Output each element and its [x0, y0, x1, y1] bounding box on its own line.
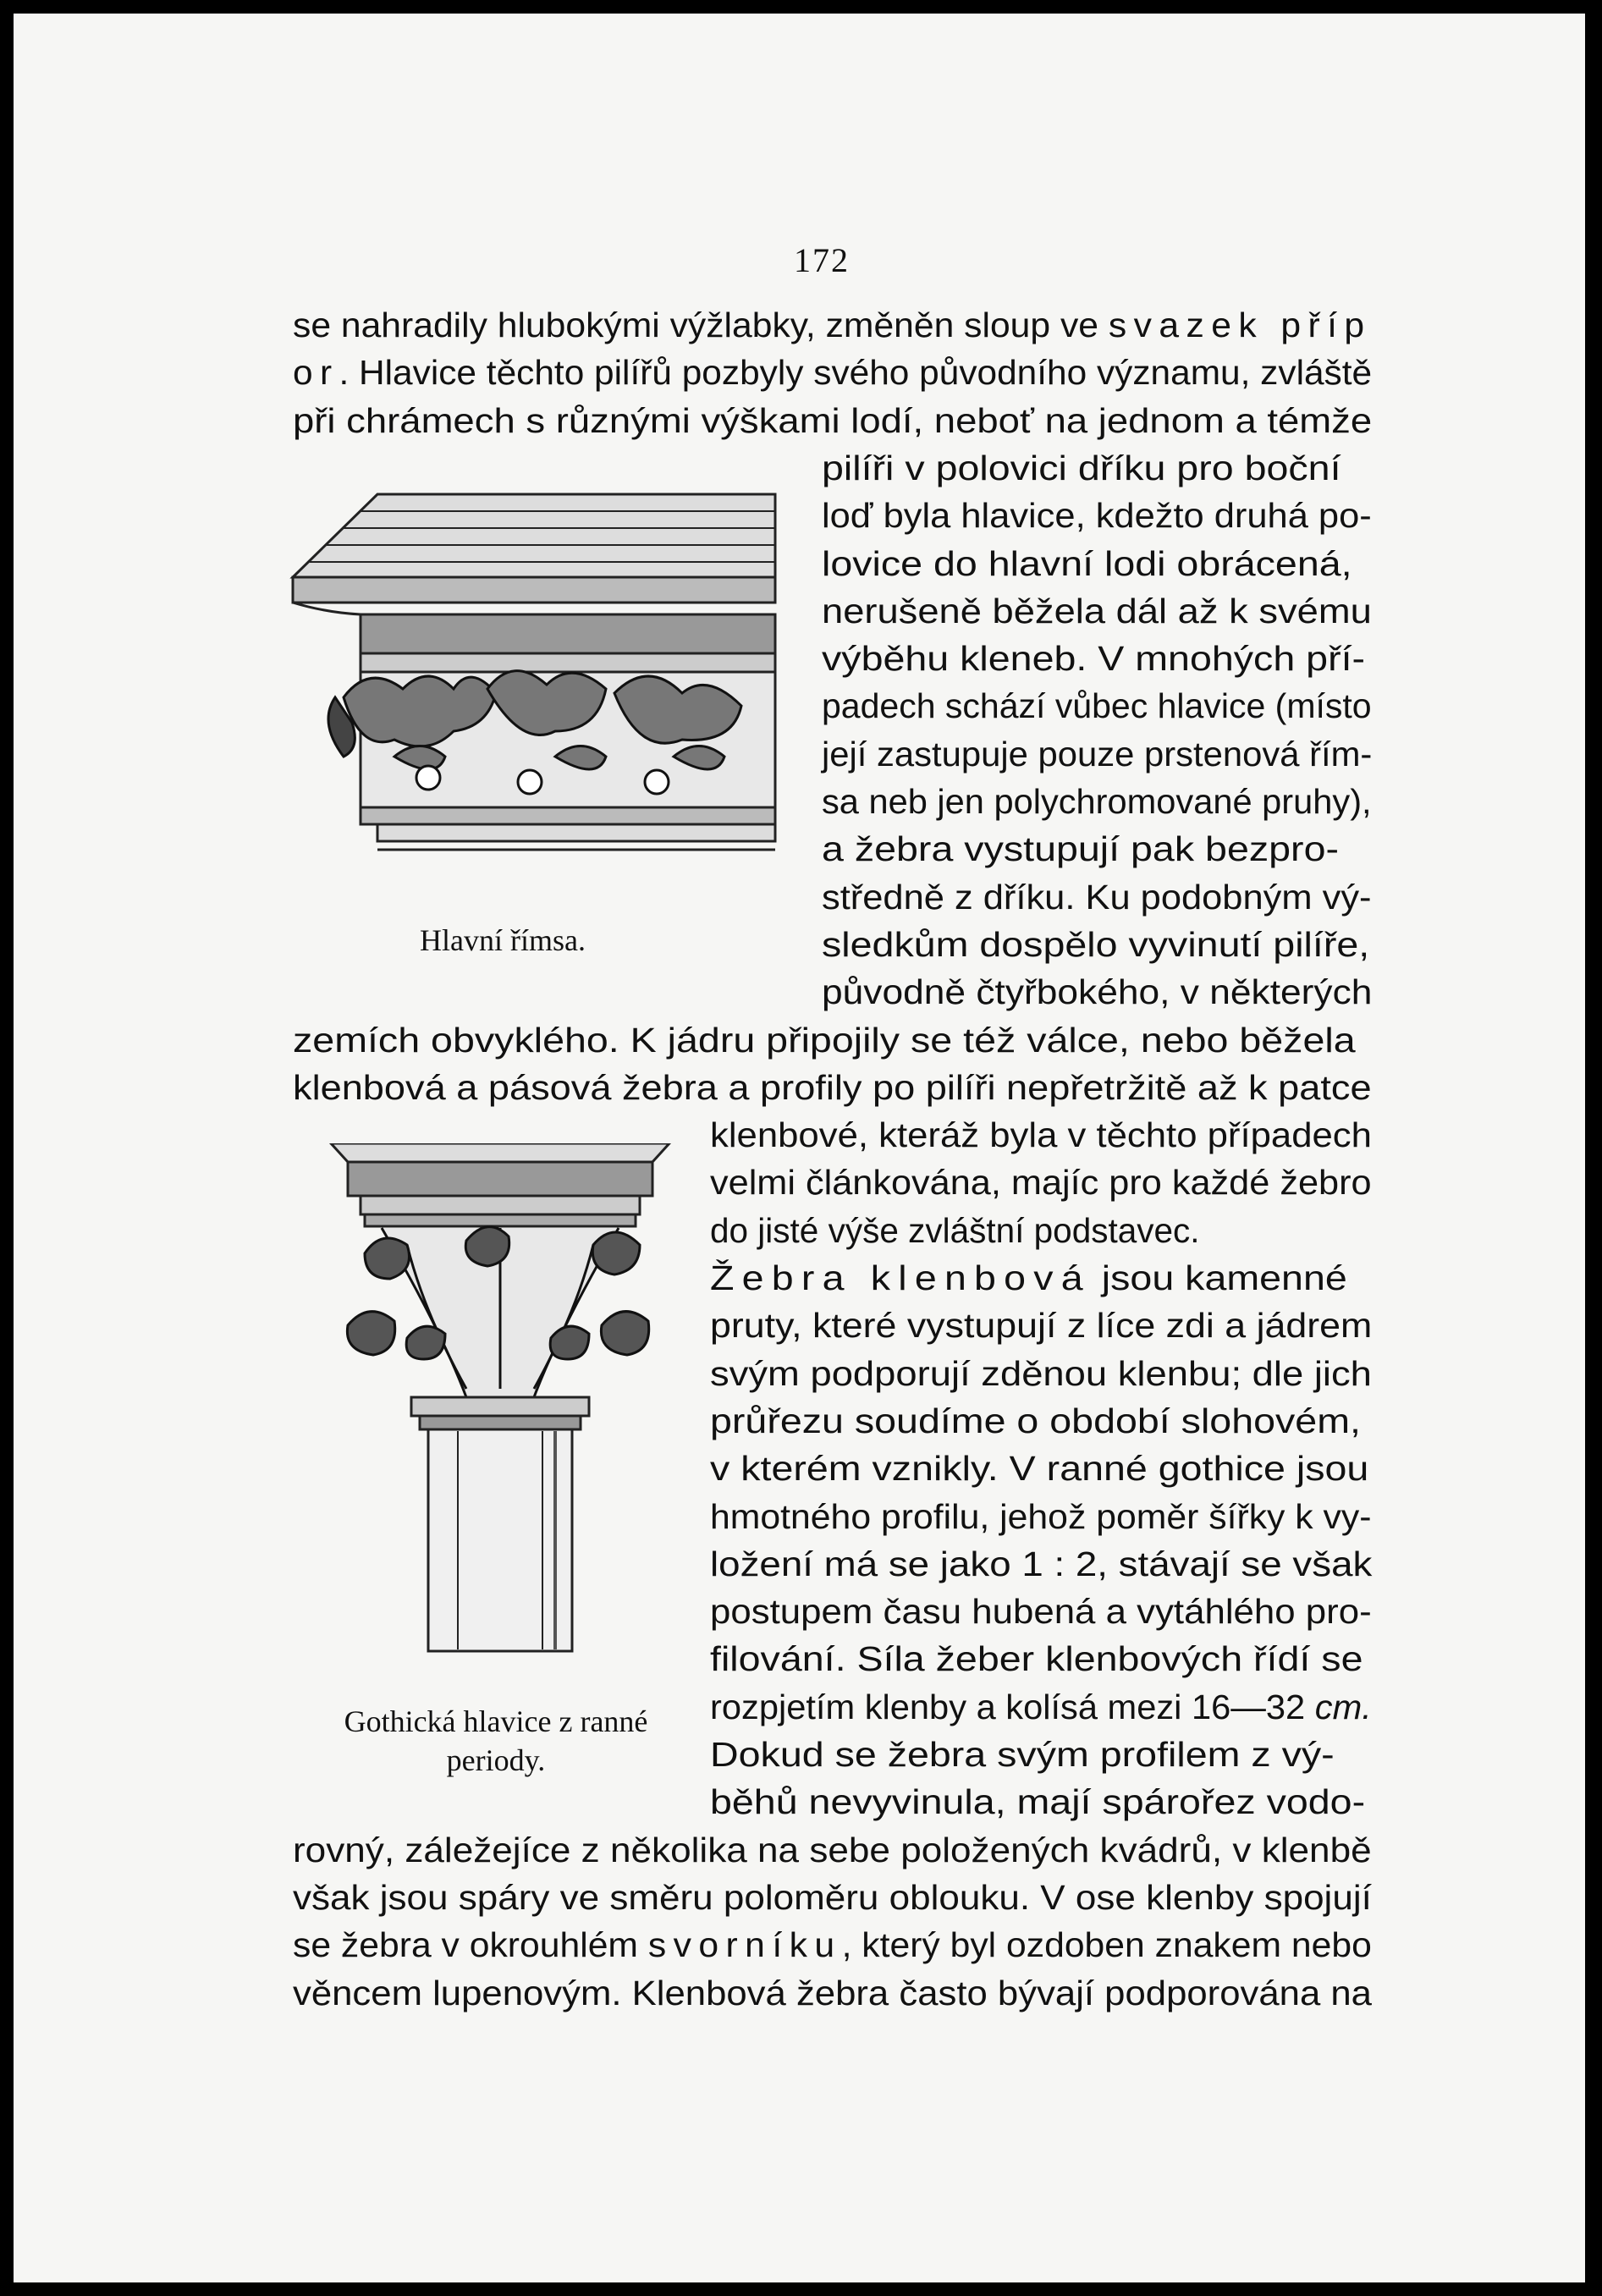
text-run: , který byl ozdoben znakem nebo [841, 1925, 1372, 1965]
text-run: Dokud se žebra svým profilem z vý- [710, 1735, 1335, 1774]
text-line [710, 1683, 1372, 1731]
text-line [710, 1635, 1363, 1682]
text-line [822, 968, 1372, 1016]
text-line [293, 1921, 1372, 1968]
text-run: však jsou spáry ve směru poloměru oblouku. V ose klenby spojují [293, 1877, 1372, 1917]
gothic-capital-illustration [314, 1143, 686, 1660]
text-run: ložení má se jako 1 : 2, stávají se však [710, 1544, 1373, 1583]
text-run: velmi článkována, majíc pro každé žebro [710, 1163, 1372, 1203]
text-line [293, 1969, 1372, 2017]
text-run: . Hlavice těchto pilířů pozbyly svého původního významu, zvláště [339, 353, 1373, 393]
text-line [822, 873, 1372, 921]
text-run: nerušeně běžela dál až k svému [822, 591, 1372, 630]
spaced-emphasis: Žebra klenbová [710, 1258, 1091, 1297]
cornice-illustration [276, 477, 792, 892]
text-run: pilíři v polovici dříku pro boční [822, 448, 1341, 487]
page-number: 172 [794, 241, 850, 279]
figure-caption-capital-line1: Gothická hlavice z ranné [344, 1704, 648, 1738]
figure-caption-capital [306, 1702, 686, 1780]
text-line [710, 1207, 1200, 1254]
text-line [293, 1064, 1372, 1111]
text-run: sa neb jen polychromované pruhy), [822, 782, 1372, 821]
text-run: věncem lupenovým. Klenbová žebra často bývají podporována na [293, 1973, 1372, 2012]
spaced-emphasis: svorníku [647, 1925, 842, 1965]
text-run: výběhu kleneb. V mnohých pří- [822, 639, 1366, 679]
text-line [822, 921, 1369, 968]
text-run: filování. Síla žeber klenbových řídí se [710, 1639, 1363, 1679]
text-line [822, 730, 1372, 778]
text-run: zemích obvyklého. K jádru připojily se též válce, nebo běžela [293, 1020, 1356, 1060]
text-line [710, 1493, 1372, 1540]
text-line [822, 825, 1339, 873]
text-line [822, 540, 1352, 587]
text-line [293, 301, 1372, 349]
text-run: průřezu soudíme o období slohovém, [710, 1401, 1361, 1440]
text-line [710, 1778, 1365, 1825]
figure-caption-capital-line2: periody. [446, 1743, 546, 1777]
text-run: se žebra v okrouhlém [293, 1925, 648, 1965]
text-run: klenbová a pásová žebra a profily po pilíři nepřetržitě až k patce [293, 1067, 1372, 1107]
text-line [710, 1445, 1368, 1492]
page [14, 14, 1585, 2282]
text-line [293, 1016, 1356, 1064]
text-run: padech schází vůbec hlavice (místo [822, 686, 1372, 726]
text-line [710, 1540, 1372, 1588]
text-run: v kterém vznikly. V ranné gothice jsou [710, 1449, 1369, 1489]
text-line [293, 397, 1372, 444]
text-line [822, 444, 1341, 492]
text-line [710, 1350, 1372, 1397]
italic-unit: cm. [1314, 1687, 1372, 1726]
spaced-emphasis: svazek příp [1108, 306, 1372, 344]
text-run: do jisté výše zvláštní podstavec. [710, 1210, 1200, 1250]
text-run: lovice do hlavní lodi obrácená, [822, 543, 1352, 583]
spaced-emphasis: or [293, 353, 339, 393]
figure-caption-cornice: Hlavní římsa. [420, 923, 586, 957]
text-run: klenbové, kteráž byla v těchto případech [710, 1115, 1372, 1155]
text-line [710, 1159, 1372, 1206]
text-run: běhů nevyvinula, mají spárořez vodo- [710, 1782, 1366, 1822]
text-run: sledkům dospělo vyvinutí pilíře, [822, 924, 1370, 964]
text-run: při chrámech s různými výškami lodí, neboť na jednom a témže [293, 400, 1373, 440]
text-run: svým podporují zděnou klenbu; dle jich [710, 1353, 1372, 1393]
text-run: její zastupuje pouze prstenová řím- [822, 734, 1373, 774]
text-line [293, 349, 1372, 396]
text-run: loď byla hlavice, kdežto druhá po- [822, 496, 1372, 536]
text-line [822, 682, 1372, 730]
text-run: postupem času hubená a vytáhlého pro- [710, 1592, 1372, 1632]
text-line [710, 1254, 1347, 1302]
text-run: hmotného profilu, jehož poměr šířky k vy- [710, 1496, 1372, 1536]
text-line [710, 1588, 1372, 1635]
text-line [293, 1826, 1372, 1874]
text-line [710, 1302, 1372, 1349]
text-run: středně z dříku. Ku podobným vý- [822, 877, 1372, 917]
text-run: původně čtyřbokého, v některých [822, 972, 1373, 1012]
text-line [710, 1111, 1372, 1159]
text-run: a žebra vystupují pak bezpro- [822, 829, 1339, 869]
text-run: rozpjetím klenby a kolísá mezi 16—32 [710, 1687, 1315, 1726]
text-line [822, 587, 1372, 635]
text-line [710, 1397, 1361, 1445]
text-run: se nahradily hlubokými výžlabky, změněn sloup ve [293, 306, 1109, 344]
text-run: rovný, záležejíce z několika na sebe položených kvádrů, v klenbě [293, 1830, 1372, 1869]
text-run: pruty, které vystupují z líce zdi a jádrem [710, 1306, 1373, 1346]
text-run: jsou kamenné [1090, 1258, 1347, 1297]
text-line [822, 635, 1365, 682]
text-line [822, 492, 1372, 539]
text-line [822, 778, 1372, 825]
text-line [710, 1731, 1335, 1778]
text-line [293, 1874, 1372, 1921]
